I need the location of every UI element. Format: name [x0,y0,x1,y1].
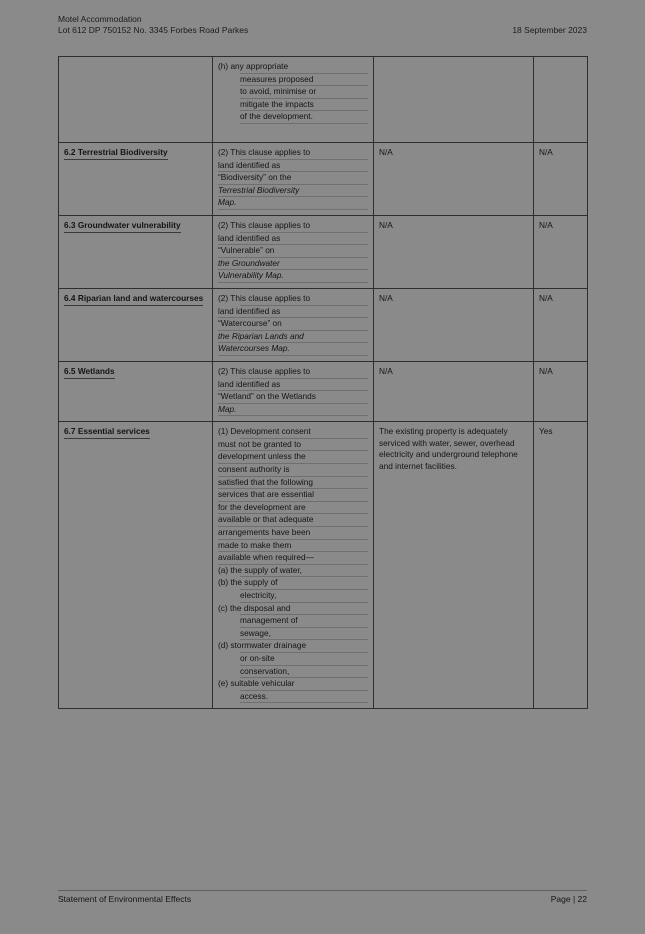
clause-title-text: 6.3 Groundwater vulnerability [64,220,181,233]
row-clause-title [59,215,213,288]
clause-line: (d) stormwater drainage [240,640,368,653]
clause-line: Map. [218,197,368,210]
row-compliance: Yes [534,422,588,709]
clause-line: “Watercourse” on [218,318,368,331]
row-clause-title [59,57,213,143]
row-compliance: N/A [534,288,588,361]
clause-line: the Riparian Lands and [218,331,368,344]
row-comment: N/A [374,143,534,216]
table-row [59,143,588,216]
clause-line: satisfied that the following [218,477,368,490]
clause-line: available or that adequate [218,514,368,527]
clause-title-text: 6.7 Essential services [64,426,150,439]
clause-line: Terrestrial Biodiversity [218,185,368,198]
table-row [59,422,588,709]
clause-line: land identified as [218,379,368,392]
clause-line: (2) This clause applies to [240,220,368,233]
clause-line: (e) suitable vehicular [240,678,368,691]
table-row [59,361,588,421]
clause-line: access. [240,691,368,704]
clause-line: must not be granted to [218,439,368,452]
row-clause-title [59,422,213,709]
clause-line: (a) the supply of water, [240,565,368,578]
clause-line: land identified as [218,306,368,319]
footer-page-number: Page | 22 [550,894,587,904]
clause-line: of the development. [240,111,368,124]
clause-title-text: 6.2 Terrestrial Biodiversity [64,147,168,160]
row-comment [374,57,534,143]
clause-line: (b) the supply of [240,577,368,590]
row-comment: N/A [374,361,534,421]
clause-line: (2) This clause applies to [240,293,368,306]
header-title-line: Motel Accommodation [58,14,142,24]
row-clause-title [59,288,213,361]
row-clause-text [213,422,374,709]
clause-line: (2) This clause applies to [240,147,368,160]
row-comment: N/A [374,288,534,361]
clause-line: management of [240,615,368,628]
clause-line: mitigate the impacts [240,99,368,112]
table-row [59,57,588,143]
row-comment: The existing property is adequately serviced with water, sewer, overhead electricity and underground telephone and internet facilities. [374,422,534,709]
compliance-table [58,56,588,709]
clause-title-text: 6.5 Wetlands [64,366,115,379]
clause-line: “Wetland” on the Wetlands [218,391,368,404]
clause-line: for the development are [218,502,368,515]
clause-line: measures proposed [240,74,368,87]
row-clause-title [59,361,213,421]
clause-line: to avoid, minimise or [240,86,368,99]
row-compliance: N/A [534,361,588,421]
clause-line: land identified as [218,233,368,246]
row-clause-text [213,57,374,143]
row-compliance: N/A [534,215,588,288]
page-header [58,14,587,40]
clause-line: “Biodiversity” on the [218,172,368,185]
clause-line: arrangements have been [218,527,368,540]
row-clause-text [213,215,374,288]
clause-line: “Vulnerable” on [218,245,368,258]
clause-line: development unless the [218,451,368,464]
clause-line: Watercourses Map. [218,343,368,356]
clause-line: (2) This clause applies to [240,366,368,379]
clause-line: Vulnerability Map. [218,270,368,283]
clause-line: available when required— [218,552,368,565]
clause-line: sewage, [240,628,368,641]
clause-line: Map. [218,404,368,417]
table-row [59,288,588,361]
row-compliance [534,57,588,143]
footer-document-title: Statement of Environmental Effects [58,894,192,904]
clause-line: land identified as [218,160,368,173]
clause-line: electricity, [240,590,368,603]
header-date: 18 September 2023 [512,25,587,35]
clause-line: made to make them [218,540,368,553]
clause-line: (h) any appropriate [240,61,368,74]
clause-line: consent authority is [218,464,368,477]
page-footer [58,890,587,908]
row-clause-text [213,288,374,361]
row-clause-title [59,143,213,216]
clause-line: (c) the disposal and [240,603,368,616]
clause-line: services that are essential [218,489,368,502]
table-row [59,215,588,288]
clause-line: or on-site [240,653,368,666]
header-address-line: Lot 612 DP 750152 No. 3345 Forbes Road Parkes [58,25,249,35]
clause-line: (1) Development consent [240,426,368,439]
header-document-reference [58,14,248,36]
clause-line: the Groundwater [218,258,368,271]
clause-title-text: 6.4 Riparian land and watercourses [64,293,203,306]
clause-line: conservation, [240,666,368,679]
row-compliance: N/A [534,143,588,216]
row-clause-text [213,361,374,421]
row-comment: N/A [374,215,534,288]
row-clause-text [213,143,374,216]
